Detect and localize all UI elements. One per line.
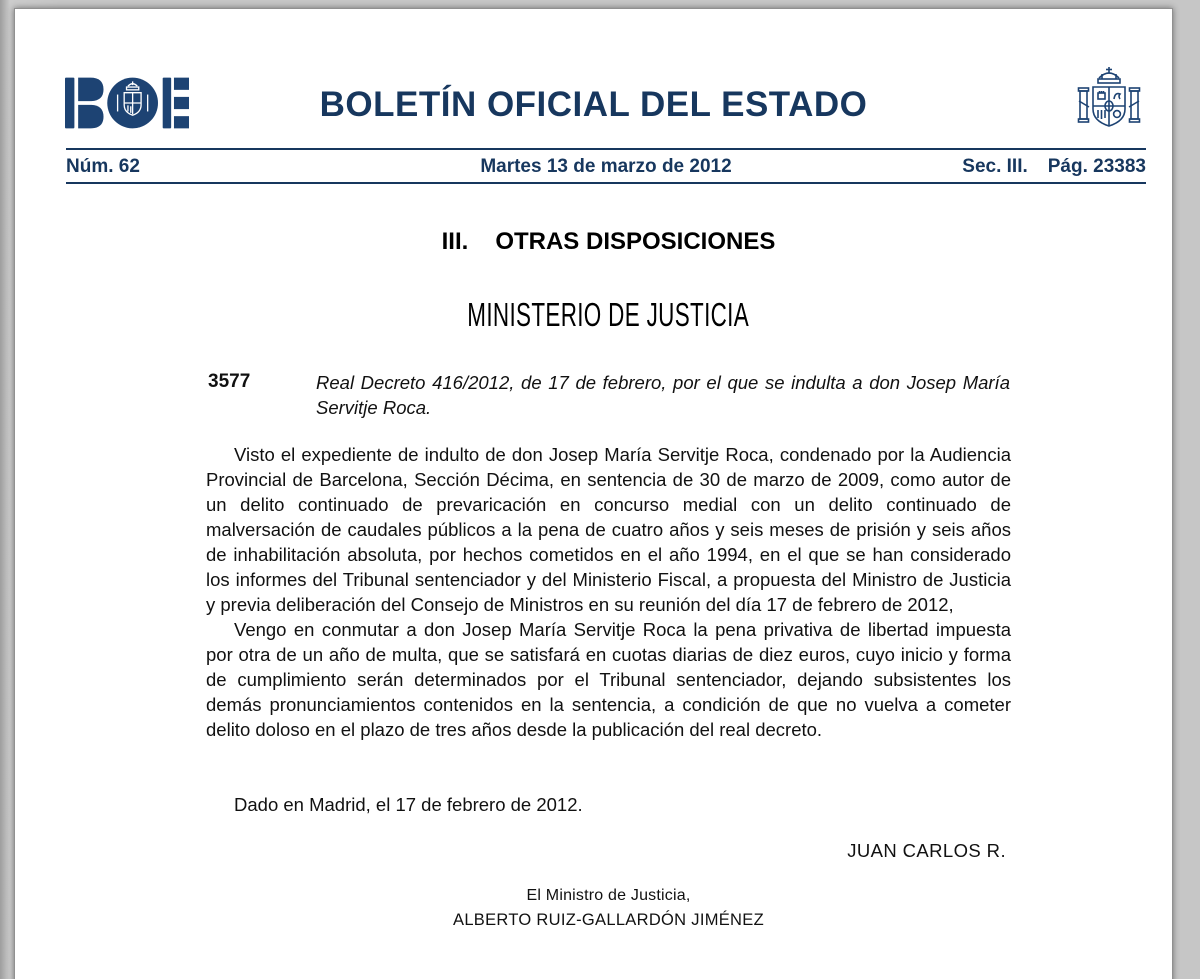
- issue-number: Núm. 62: [66, 156, 140, 177]
- dateline: Dado en Madrid, el 17 de febrero de 2012.: [234, 794, 583, 815]
- body-paragraph: Vengo en conmutar a don Josep María Servitje Roca la pena privativa de libertad impuesta por otra de un año de multa, que se satisfará en cuotas diarias de diez euros, cuyo inicio y forma de cumplimiento serán determinados por el Tribunal sentenciador, dejando subsistentes los demás pronunciamientos contenidos en la sentencia, a condición de que no vuelva a cometer delito doloso en el plazo de tres años desde la publicación del real decreto.: [206, 619, 1011, 740]
- section-page-ref: [962, 156, 1146, 178]
- section-ref: Sec. III.: [962, 156, 1028, 177]
- page-ref: Pág. 23383: [1047, 156, 1146, 177]
- header-rule-top: [66, 148, 1146, 150]
- disposition-number: 3577: [208, 371, 251, 392]
- header-rule-bottom: [66, 182, 1146, 184]
- issue-info-bar: [66, 153, 1146, 181]
- gazette-page: [14, 8, 1173, 979]
- body-paragraph: Visto el expediente de indulto de don Josep María Servitje Roca, condenado por la Audiencia Provincial de Barcelona, Sección Décima, en sentencia de 30 de marzo de 2009, como autor de un delito continuado de prevaricación en concurso medial con un delito continuado de malversación de caudales públicos a la pena de cuatro años y seis meses de prisión y seis años de inhabilitación absoluta, por hechos cometidos en el año 1994, en el que se han considerado los informes del Tribunal sentenciador y del Ministerio Fiscal, a propuesta del Ministro de Justicia y previa deliberación del Consejo de Ministros en su reunión del día 17 de febrero de 2012,: [206, 444, 1011, 615]
- masthead-title: BOLETÍN OFICIAL DEL ESTADO: [319, 85, 868, 124]
- issue-date: Martes 13 de marzo de 2012: [480, 156, 732, 177]
- section-title: OTRAS DISPOSICIONES: [495, 228, 776, 255]
- minister-role: El Ministro de Justicia,: [526, 887, 691, 904]
- department-name: MINISTERIO DE JUSTICIA: [467, 296, 750, 333]
- minister-name: ALBERTO RUIZ-GALLARDÓN JIMÉNEZ: [453, 911, 764, 929]
- section-numeral: III.: [441, 228, 469, 255]
- disposition-body: [206, 442, 1011, 742]
- department-heading: [206, 296, 1011, 334]
- disposition-title: Real Decreto 416/2012, de 17 de febrero, por el que se indulta a don Josep María Servitje Roca.: [316, 372, 1010, 418]
- spain-coat-of-arms-icon: [1077, 65, 1141, 141]
- section-heading: [206, 228, 1011, 256]
- king-signature: JUAN CARLOS R.: [847, 840, 1006, 861]
